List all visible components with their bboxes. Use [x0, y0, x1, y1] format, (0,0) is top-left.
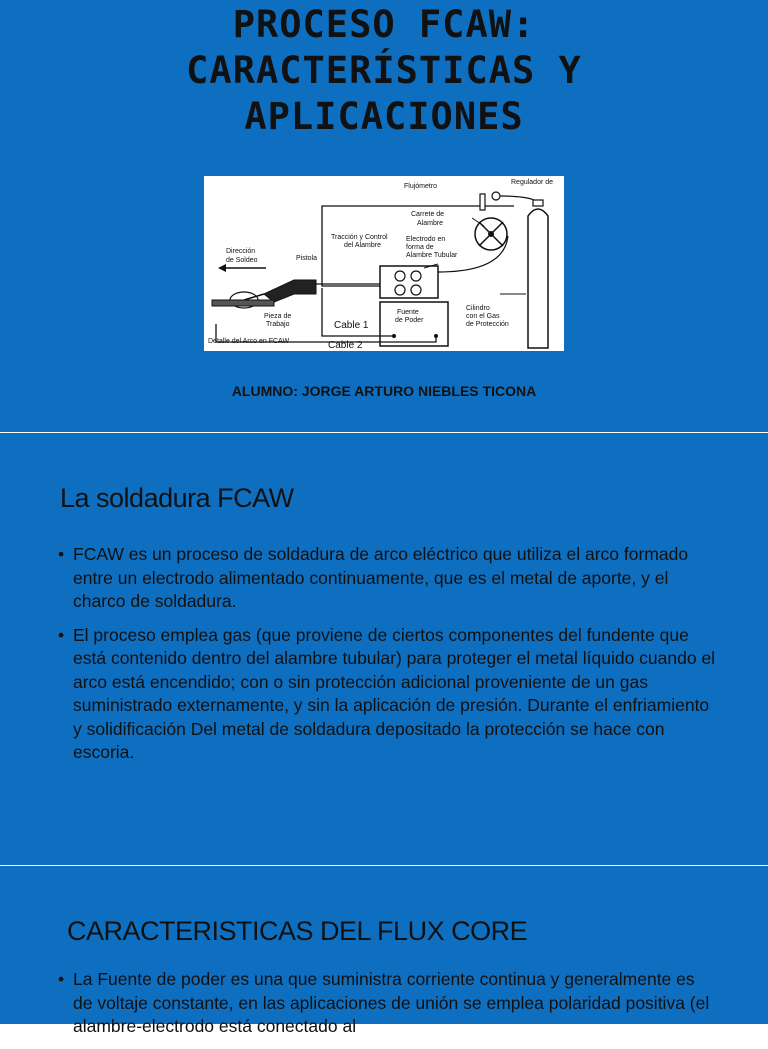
regulator-icon [492, 192, 500, 200]
label-electrodo-2: forma de [406, 244, 434, 251]
label-traccion-2: del Alambre [344, 242, 381, 249]
label-direccion-2: de Soldeo [226, 257, 258, 264]
label-cable-2: Cable 2 [328, 340, 363, 351]
label-direccion-1: Dirección [226, 248, 256, 255]
bullet-icon: • [58, 624, 65, 645]
label-carrete-2: Alambre [417, 220, 444, 227]
label-cable-1: Cable 1 [334, 320, 369, 331]
fcaw-diagram-svg [204, 176, 564, 351]
wire-feeder-icon [380, 266, 438, 298]
label-cilindro-1: Cilindro [466, 305, 490, 312]
label-carrete-1: Carrete de [411, 211, 445, 218]
bullet-icon: • [58, 969, 65, 989]
label-flujometro: Flujómetro [404, 183, 438, 190]
label-cilindro-2: con el Gas [466, 313, 500, 320]
slide-flux-core [0, 866, 768, 1036]
slide-heading: CARACTERISTICAS DEL FLUX CORE [67, 916, 528, 946]
label-pistola: Pistola [296, 255, 318, 262]
workpiece-icon [212, 300, 274, 306]
bullet-list [58, 968, 718, 1049]
fcaw-diagram [204, 176, 564, 351]
title-line-2: CARACTERÍSTICAS Y [186, 49, 582, 92]
label-pieza-1: Pieza de [264, 313, 292, 320]
slide-heading: La soldadura FCAW [60, 483, 294, 513]
label-regulador: Regulador de [511, 179, 554, 186]
bullet-item [58, 624, 718, 765]
bullet-text: La Fuente de poder es una que suministra corriente continua y generalmente es de voltaje constante, en las aplicaciones de unión se emplea polaridad positiva (el alambre-electrodo está conectado al [73, 969, 710, 1036]
label-cilindro-3: de Protección [466, 321, 509, 328]
slide-title [0, 0, 768, 432]
bullet-item [58, 968, 718, 1039]
title-line-3: APLICACIONES [244, 95, 524, 138]
slide-fcaw-intro [0, 433, 768, 865]
bullet-list [58, 543, 718, 775]
label-pieza-2: Trabajo [266, 321, 290, 328]
bullet-item [58, 543, 718, 614]
gas-cylinder-icon [528, 200, 548, 348]
label-traccion-1: Tracción y Control [331, 234, 388, 241]
label-electrodo-3: Alambre Tubular [406, 252, 458, 259]
author-name: ALUMNO: JORGE ARTURO NIEBLES TICONA [231, 383, 537, 399]
label-detalle: Detalle del Arco en FCAW [208, 338, 290, 345]
label-fuente-1: Fuente [397, 309, 419, 316]
flowmeter-icon [480, 194, 485, 210]
label-electrodo-1: Electrodo en [406, 236, 446, 243]
slide-title-heading [0, 2, 768, 140]
bullet-icon: • [58, 544, 65, 564]
bullet-text: El proceso emplea gas (que proviene de ciertos componentes del fundente que está contenido dentro del alambre tubular) para proteger el metal líquido cuando el arco está encendido; con o sin protección adicional proveniente de un gas suministrado externamente, y sin la aplicación de presión. Durante el enfriamiento y solidificación Del metal de soldadura depositado la protección se hace con escoria. [73, 624, 716, 762]
label-fuente-2: de Poder [395, 317, 424, 324]
bullet-text: FCAW es un proceso de soldadura de arco eléctrico que utiliza el arco formado entre un electrodo alimentado continuamente, que es el metal de aporte, y el charco de soldadura. [73, 544, 689, 611]
title-line-1: PROCESO FCAW: [232, 3, 536, 46]
